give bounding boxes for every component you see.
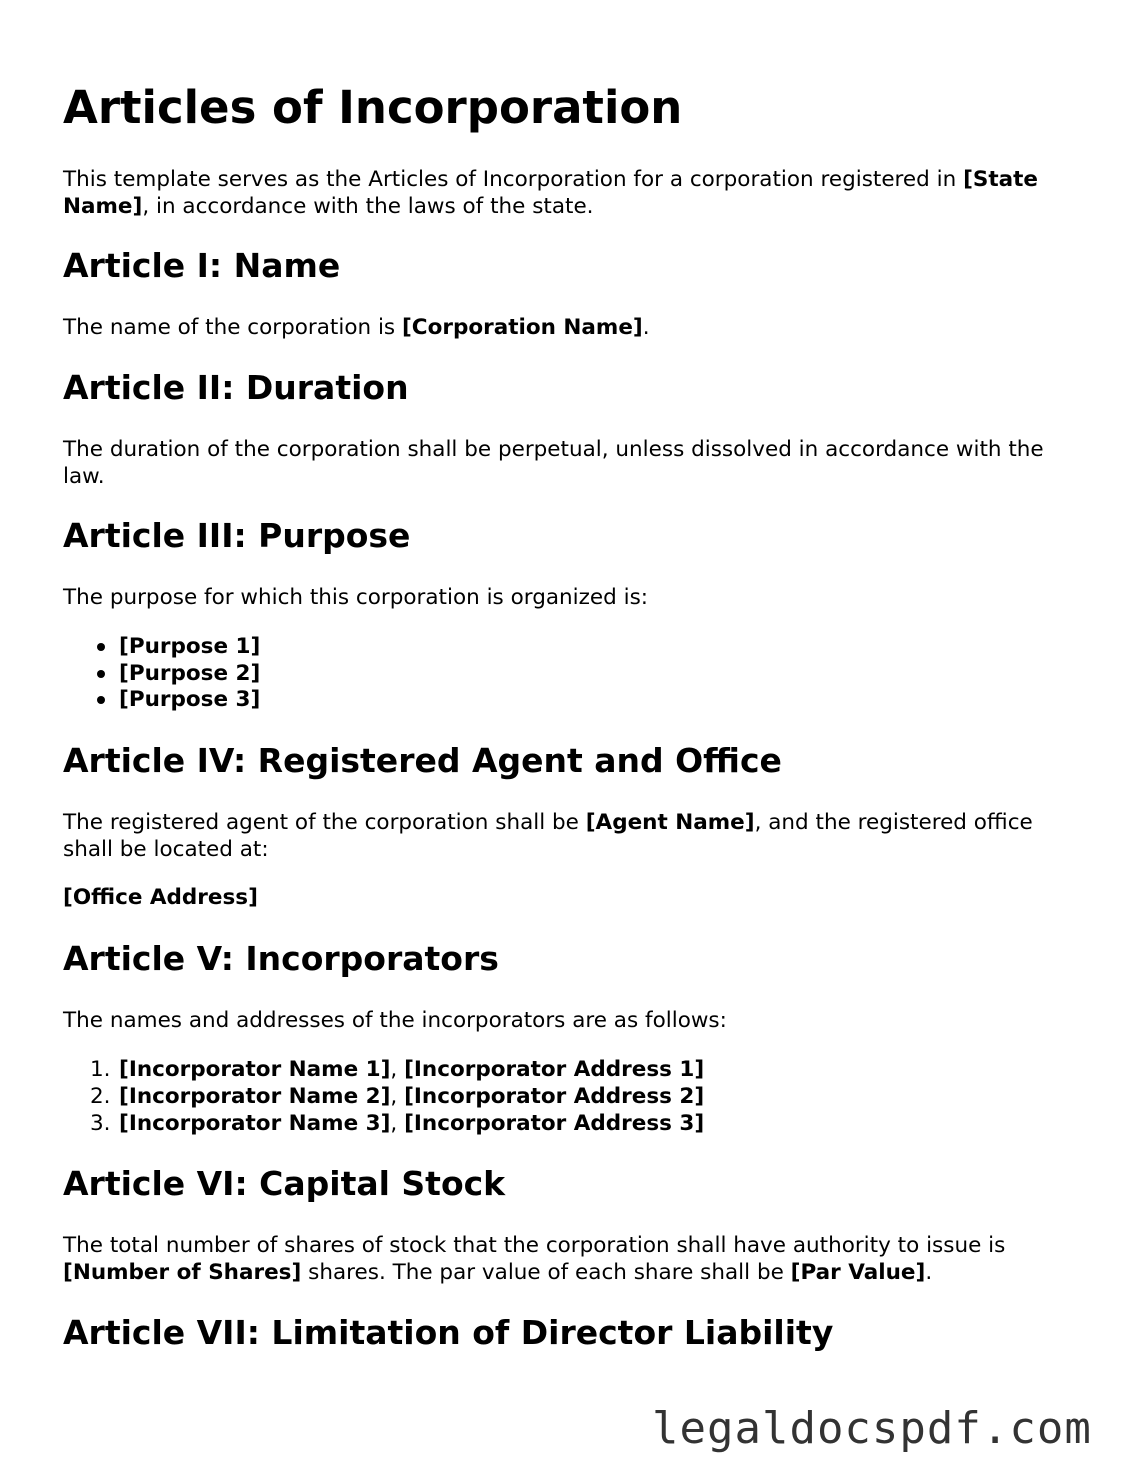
bullet-icon bbox=[97, 643, 105, 651]
article-5-text: The names and addresses of the incorporators are as follows: bbox=[63, 1008, 727, 1033]
office-address-placeholder: [Office Address] bbox=[63, 885, 258, 910]
agent-name-placeholder: [Agent Name] bbox=[585, 810, 755, 835]
article-2-text: The duration of the corporation shall be perpetual, unless dissolved in accordance with the law. bbox=[63, 437, 1044, 489]
article-3-text: The purpose for which this corporation is organized is: bbox=[63, 585, 649, 610]
bullet-icon bbox=[97, 670, 105, 678]
state-name-placeholder: [State Name] bbox=[63, 167, 1039, 219]
article-2-heading: Article II: Duration bbox=[63, 368, 409, 407]
article-6-text: The total number of shares of stock that the corporation shall have authority to issue is [Number of Shares] shares. The par value of each share shall be [Par Value]. bbox=[63, 1233, 1006, 1285]
corporation-name-placeholder: [Corporation Name] bbox=[401, 315, 643, 340]
article-6-heading: Article VI: Capital Stock bbox=[63, 1164, 506, 1203]
number-of-shares-placeholder: [Number of Shares] bbox=[63, 1259, 302, 1285]
document-title: Articles of Incorporation bbox=[63, 81, 683, 134]
intro-paragraph: This template serves as the Articles of Incorporation for a corporation registered in [State Name], in accordance with the laws of the state. bbox=[63, 167, 1039, 219]
article-1-text: The name of the corporation is [Corporation Name]. bbox=[63, 315, 650, 340]
article-3-heading: Article III: Purpose bbox=[63, 516, 411, 555]
article-1-heading: Article I: Name bbox=[63, 246, 341, 285]
bullet-icon bbox=[97, 696, 105, 704]
article-4-text: The registered agent of the corporation shall be [Agent Name], and the registered office shall be located at: bbox=[63, 810, 1033, 862]
article-5-heading: Article V: Incorporators bbox=[63, 939, 499, 978]
watermark-text: legaldocspdf.com bbox=[652, 1403, 1092, 1454]
article-4-heading: Article IV: Registered Agent and Office bbox=[63, 741, 782, 780]
article-7-heading: Article VII: Limitation of Director Liability bbox=[63, 1313, 834, 1352]
par-value-placeholder: [Par Value] bbox=[790, 1259, 926, 1285]
